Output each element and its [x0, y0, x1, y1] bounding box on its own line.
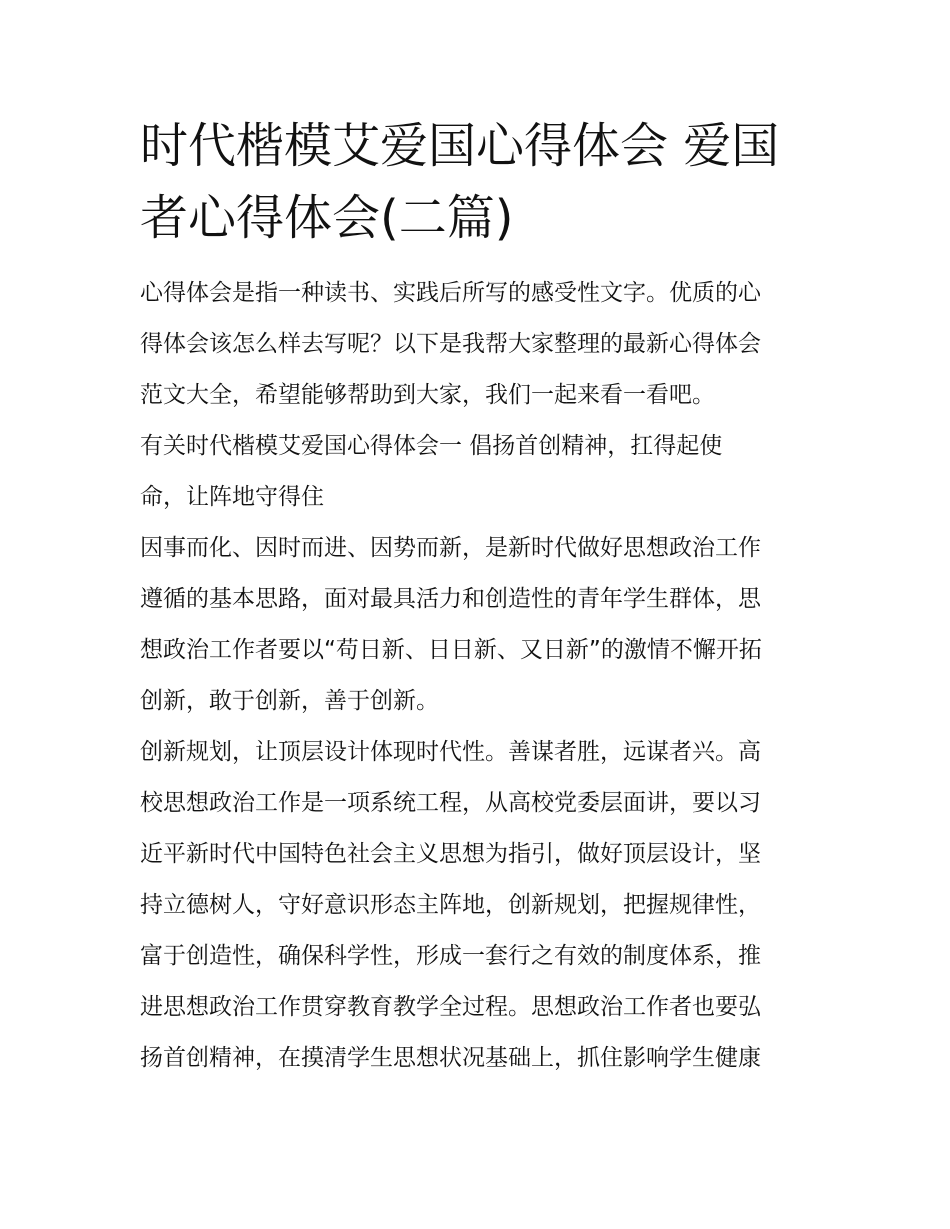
text-line: 想政治工作者要以“苟日新、日日新、又日新”的激情不懈开拓: [140, 637, 762, 663]
text-line: 创新规划，让顶层设计体现时代性。善谋者胜，远谋者兴。高: [140, 739, 761, 765]
document-title: [140, 110, 816, 254]
document-body: [140, 268, 816, 1084]
text-line: 校思想政治工作是一项系统工程，从高校党委层面讲，要以习: [140, 790, 761, 816]
text-line: 创新，敢于创新，善于创新。: [140, 688, 439, 714]
document-content: [140, 110, 816, 1084]
title-line: 时代楷模艾爱国心得体会 爱国: [140, 118, 780, 174]
text-line: 范文大全，希望能够帮助到大家，我们一起来看一看吧。: [140, 382, 715, 408]
section-heading: [140, 421, 816, 523]
text-line: 遵循的基本思路，面对最具活力和创造性的青年学生群体，思: [140, 586, 761, 612]
text-line: 扬首创精神，在摸清学生思想状况基础上，抓住影响学生健康: [140, 1045, 761, 1071]
text-line: 近平新时代中国特色社会主义思想为指引，做好顶层设计，坚: [140, 841, 761, 867]
text-line: 富于创造性，确保科学性，形成一套行之有效的制度体系，推: [140, 943, 761, 969]
text-line: 心得体会是指一种读书、实践后所写的感受性文字。优质的心: [140, 280, 761, 306]
text-line: 得体会该怎么样去写呢？以下是我帮大家整理的最新心得体会: [140, 331, 761, 357]
title-line: 者心得体会(二篇): [140, 190, 514, 246]
text-line: 命，让阵地守得住: [140, 484, 324, 510]
text-line: 持立德树人，守好意识形态主阵地，创新规划，把握规律性，: [140, 892, 761, 918]
text-line: 因事而化、因时而进、因势而新，是新时代做好思想政治工作: [140, 535, 761, 561]
body-paragraph: [140, 523, 816, 727]
text-line: 有关时代楷模艾爱国心得体会一 倡扬首创精神，扛得起使: [140, 433, 723, 459]
body-paragraph: [140, 727, 816, 1084]
text-line: 进思想政治工作贯穿教育教学全过程。思想政治工作者也要弘: [140, 994, 761, 1020]
intro-paragraph: [140, 268, 816, 421]
